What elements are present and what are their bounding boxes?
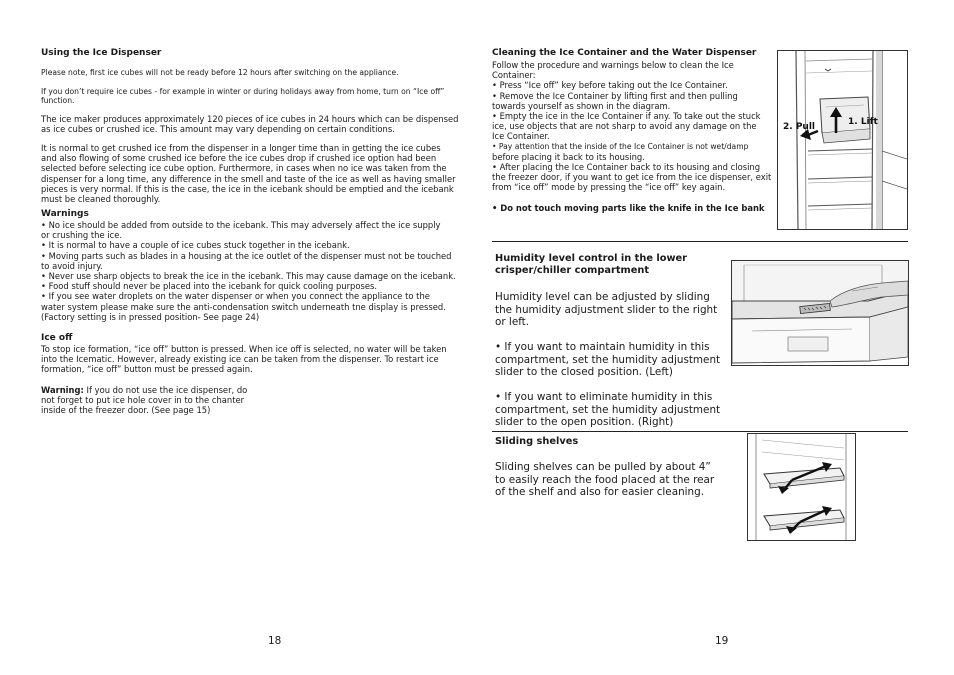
list-item: • Food stuff should never be placed into the icebank for quick cooling purposes. <box>41 281 378 292</box>
ice-hole-warning: Warning: If you do not use the ice dispenser, do not forget to put ice hole cover in to the chanter inside of the freezer door. (See page 15) <box>41 385 248 416</box>
sliding-shelves-figure <box>747 433 856 541</box>
sliding-shelves-heading: Sliding shelves <box>495 436 579 447</box>
page-number-right: 19 <box>715 635 729 647</box>
sliding-shelves-illustration <box>748 434 855 540</box>
list-item: from “ice off” mode by pressing the “ice off” key again. <box>492 182 726 193</box>
ice-dispenser-heading: Using the Ice Dispenser <box>41 48 162 58</box>
humidity-slider-figure <box>731 260 909 366</box>
sliding-shelves-paragraph: Sliding shelves can be pulled by about 4” to easily reach the food placed at the rear of the shelf and also for easier cleaning. <box>495 461 715 499</box>
list-item: Ice Container. <box>492 131 550 142</box>
moving-parts-warning: • Do not touch moving parts like the knife in the Ice bank <box>492 203 765 213</box>
list-item: the freezer door, if you want to get ice from the ice dispenser, exit <box>492 172 772 183</box>
pull-label: 2. Pull <box>783 122 815 132</box>
humidity-paragraph-3: • If you want to eliminate humidity in this compartment, set the humidity adjustment slider to the open position. (Right) <box>495 391 721 429</box>
list-item: Follow the procedure and warnings below to clean the Ice <box>492 60 734 70</box>
list-item: • Remove the Ice Container by lifting first and then pulling <box>492 90 738 101</box>
list-item: • Press “Ice off” key before taking out the Ice Container. <box>492 80 728 91</box>
list-item: Container: <box>492 70 536 81</box>
list-item: • No ice should be added from outside to the icebank. This may adversely affect the ice supply <box>41 220 441 230</box>
list-item: • Empty the ice in the Ice Container if any. To take out the stuck <box>492 111 761 122</box>
ice-container-illustration <box>778 51 907 229</box>
warning-label: Warning: <box>41 385 84 395</box>
list-item: • It is normal to have a couple of ice cubes stuck together in the icebank. <box>41 240 350 251</box>
humidity-heading: Humidity level control in the lower crisper/chiller compartment <box>495 253 687 276</box>
warnings-heading: Warnings <box>41 209 89 219</box>
list-item: • If you see water droplets on the water dispenser or when you connect the appliance to the <box>41 291 430 302</box>
page-number-left: 18 <box>268 635 282 647</box>
ice-off-tip: If you don’t require ice cubes - for example in winter or during holidays away from home, turn on “Ice off” function. <box>41 87 445 106</box>
list-item: • Never use sharp objects to break the ice in the icebank. This may cause damage on the icebank. <box>41 271 456 282</box>
list-item: (Factory setting is in pressed position- See page 24) <box>41 311 260 322</box>
list-item: towards yourself as shown in the diagram. <box>492 100 671 111</box>
ice-maker-capacity: The ice maker produces approximately 120 pieces of ice cubes in 24 hours which can be dispensed as ice cubes or crushed ice. This amount may vary depending on certain conditions. <box>41 114 459 135</box>
humidity-paragraph-1: Humidity level can be adjusted by sliding the humidity adjustment slider to the right or left. <box>495 291 718 329</box>
humidity-paragraph-2: • If you want to maintain humidity in this compartment, set the humidity adjustment slider to the closed position. (Left) <box>495 341 721 379</box>
first-cubes-note: Please note, first ice cubes will not be ready before 12 hours after switching on the appliance. <box>41 68 399 77</box>
list-item: to avoid injury. <box>41 260 103 271</box>
ice-container-figure <box>777 50 908 230</box>
section-divider <box>492 241 908 242</box>
list-item: ice, use objects that are not sharp to avoid any damage on the <box>492 121 757 132</box>
section-divider <box>492 431 908 432</box>
lift-label: 1. Lift <box>848 117 878 127</box>
warnings-list <box>41 220 456 322</box>
list-item: • Pay attention that the inside of the Ice Container is not wet/damp <box>492 141 749 151</box>
list-item: • After placing the Ice Container back to its housing and closing <box>492 162 761 173</box>
cleaning-procedure <box>492 60 771 193</box>
humidity-slider-illustration <box>732 261 908 365</box>
list-item: • Moving parts such as blades in a housing at the ice outlet of the dispenser must not be touched <box>41 250 452 261</box>
list-item: or crushing the ice. <box>41 230 123 241</box>
list-item: water system please make sure the anti-condensation switch underneath tne display is pressed. <box>41 301 446 312</box>
ice-off-paragraph: To stop ice formation, “ice off” button is pressed. When ice off is selected, no water will be taken into the Icematic. However, already existing ice can be taken from the dispenser. To restart ice formation, “ice off” button must be pressed again. <box>41 344 447 375</box>
crushed-ice-paragraph: It is normal to get crushed ice from the dispenser in a longer time than in getting the ice cubes and also flowing of some crushed ice before the ice cubes drop if crushed ice option had been selected before selecting ice cube option. Furthermore, in cases when no ice was taken from the dispenser for a long time, any difference in the smell and taste of the ice as well as having smaller pieces is very normal. If this is the case, the ice in the icebank should be emptied and the icebank must be cleaned thoroughly. <box>41 143 456 205</box>
ice-off-heading: Ice off <box>41 333 73 343</box>
cleaning-heading: Cleaning the Ice Container and the Water Dispenser <box>492 48 757 58</box>
list-item: before placing it back to its housing. <box>492 151 645 162</box>
